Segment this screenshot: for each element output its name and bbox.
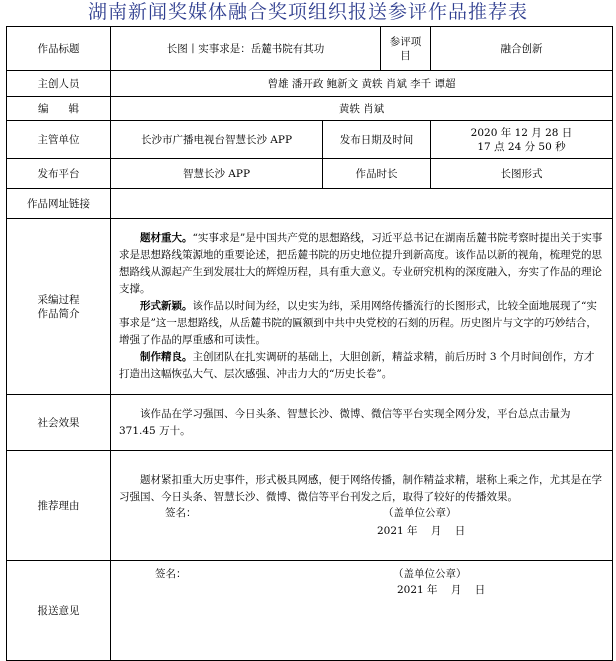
- reason-signature-block: [119, 506, 604, 540]
- row-editors: [7, 97, 613, 121]
- reason-sign-label: 签名：: [165, 506, 197, 519]
- publisher-value: 长沙市广播电视台智慧长沙 APP: [111, 121, 323, 159]
- url-value: [111, 189, 613, 219]
- process-paragraph-1: [119, 230, 604, 298]
- opinion-label: 报送意见: [7, 561, 111, 661]
- creators-value: 曾雄 潘开政 鲍新文 黄轶 肖斌 李千 谭超: [111, 71, 613, 97]
- process-p1-lead: 题材重大。: [140, 232, 193, 244]
- recommendation-form-table: [6, 26, 613, 661]
- process-label-line1: 采编过程: [37, 293, 80, 306]
- url-label: 作品网址链接: [7, 189, 111, 219]
- opinion-signature-block: [119, 567, 604, 601]
- row-work-title: [7, 27, 613, 71]
- process-label: [7, 219, 111, 395]
- publisher-label: 主管单位: [7, 121, 111, 159]
- reason-content: [111, 451, 613, 561]
- publish-date-value: [431, 121, 613, 159]
- opinion-date-label: 2021 年 月 日: [397, 584, 486, 596]
- row-opinion: [7, 561, 613, 661]
- opinion-sign-label: 签名：: [155, 568, 187, 580]
- row-url: [7, 189, 613, 219]
- opinion-seal-label: （盖单位公章）: [393, 568, 467, 580]
- row-reason: [7, 451, 613, 561]
- opinion-content: [111, 561, 613, 661]
- duration-value: 长图形式: [431, 159, 613, 189]
- creators-label: 主创人员: [7, 71, 111, 97]
- process-p1-text: “实事求是”是中国共产党的思想路线，习近平总书记在湖南岳麓书院考察时提出关于实事求是思想路线策源地的重要论述，把岳麓书院的历史地位提升到新高度。该作品以新的视角，梳理党的思想路线从源起产生到发展壮大的辉煌历程，具有重大意义。专业研究机构的深度融入，夯实了作品的理论支撑。: [119, 232, 603, 295]
- editors-label: 编 辑: [7, 97, 111, 121]
- effect-text: 该作品在学习强国、今日头条、智慧长沙、微博、微信等平台实现全网分发，平台总点击量为 371.45 万十。: [119, 407, 571, 437]
- process-p2-lead: 形式新颖。: [140, 300, 193, 312]
- row-publisher: [7, 121, 613, 159]
- work-title-label: 作品标题: [7, 27, 111, 71]
- row-creators: [7, 71, 613, 97]
- platform-value: 智慧长沙 APP: [111, 159, 323, 189]
- row-effect: [7, 395, 613, 451]
- process-paragraph-2: [119, 298, 604, 349]
- editors-value: 黄轶 肖斌: [111, 97, 613, 121]
- process-p3-lead: 制作精良。: [140, 351, 193, 363]
- effect-label: 社会效果: [7, 395, 111, 451]
- publish-date-label: 发布日期及时间: [323, 121, 431, 159]
- form-title: 湖南新闻奖媒体融合奖项组织报送参评作品推荐表: [87, 1, 528, 23]
- publish-date-line1: 2020 年 12 月 28 日: [470, 126, 573, 139]
- row-platform: [7, 159, 613, 189]
- process-p3-text: 主创团队在扎实调研的基础上，大胆创新，精益求精，前后历时 3 个月时间创作，方才打造出这幅恢弘大气、层次感强、冲击力大的“历史长卷”。: [119, 351, 595, 380]
- work-title-value: 长图丨实事求是：岳麓书院有其功: [111, 27, 381, 71]
- category-label: 参评项目: [381, 27, 431, 71]
- reason-label: 推荐理由: [7, 451, 111, 561]
- platform-label: 发布平台: [7, 159, 111, 189]
- process-content: [111, 219, 613, 395]
- reason-seal-label: （盖单位公章）: [383, 506, 457, 519]
- effect-content: [111, 395, 613, 451]
- process-p2-text: 该作品以时间为经，以史实为纬，采用网络传播流行的长图形式，比较全面地展现了“实事求是”这一思想路线，从岳麓书院的匾额到中共中央党校的石刻的历程。历史图片与文字的巧妙结合，增强了作品的厚重感和可读性。: [119, 300, 597, 346]
- reason-date-label: 2021 年 月 日: [377, 524, 466, 537]
- publish-date-line2: 17 点 24 分 50 秒: [477, 140, 566, 153]
- row-process: [7, 219, 613, 395]
- category-value: 融合创新: [431, 27, 613, 71]
- process-label-line2: 作品简介: [37, 307, 80, 320]
- reason-text: 题材紧扣重大历史事件，形式极具网感，便于网络传播，制作精益求精，堪称上乘之作，尤其是在学习强国、今日头条、智慧长沙、微博、微信等平台刊发之后，取得了较好的传播效果。: [119, 473, 602, 503]
- duration-label: 作品时长: [323, 159, 431, 189]
- process-paragraph-3: [119, 349, 604, 383]
